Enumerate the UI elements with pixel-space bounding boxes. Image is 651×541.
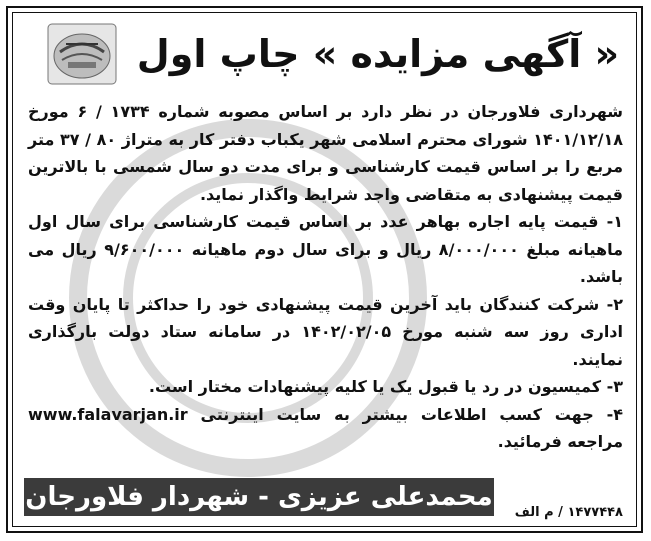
notice-frame bbox=[6, 6, 643, 533]
notice-body bbox=[28, 98, 623, 468]
notice-intro: شهرداری فلاورجان در نظر دارد بر اساس مصوبه شماره ۱۷۳۴ / ۶ مورخ ۱۴۰۱/۱۲/۱۸ شورای محترم اسلامی شهر یکباب دفتر کار به متراژ ۸۰ / ۳۷ متر مربع را بر اساس قیمت کارشناسی و برای مدت دو سال شمسی با بالاترین قیمت پیشنهادی به متقاضی واجد شرایط واگذار نماید. bbox=[28, 102, 624, 204]
notice-item-4 bbox=[28, 401, 623, 456]
notice-item-2: ۲- شرکت کنندگان باید آخرین قیمت پیشنهادی خود را حداکثر تا پایان وقت اداری روز سه شنبه مورخ ۱۴۰۲/۰۲/۰۵ در سامانه ستاد دولت بارگذاری نمایند. bbox=[28, 294, 623, 369]
municipality-logo-icon bbox=[46, 22, 118, 86]
website-link[interactable]: www.falavarjan.ir bbox=[28, 404, 188, 424]
notice-title: « آگهی مزایده » چاپ اول bbox=[136, 32, 619, 76]
notice-code: ۱۴۷۷۴۴۸ / م الف bbox=[514, 505, 623, 520]
notice-item-1: ۱- قیمت پایه اجاره بهاهر عدد بر اساس قیمت کارشناسی برای سال اول ماهیانه مبلغ ۸/۰۰۰/۰۰۰ ریال و برای سال دوم ماهیانه ۹/۶۰۰/۰۰۰ ریال می باشد. bbox=[28, 212, 624, 286]
notice-item-3: ۳- کمیسیون در رد یا قبول یک یا کلیه پیشنهادات مختار است. bbox=[148, 377, 623, 396]
notice-header bbox=[16, 16, 633, 92]
signature-banner: محمدعلی عزیزی - شهردار فلاورجان bbox=[24, 478, 494, 516]
notice-item-4-end: مراجعه فرمائید. bbox=[497, 432, 623, 451]
notice-item-4-text: ۴- جهت کسب اطلاعات بیشتر به سایت اینترنتی bbox=[200, 404, 623, 424]
